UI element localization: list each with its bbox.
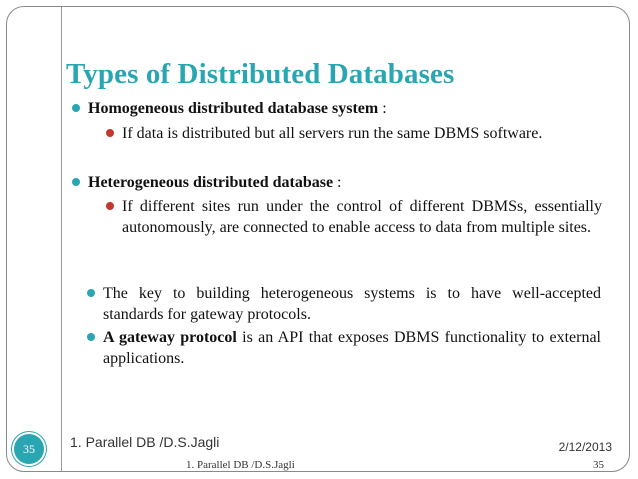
slide-title: Types of Distributed Databases [66, 58, 455, 90]
bullet-dot-icon [72, 178, 80, 186]
footer-center-label: 1. Parallel DB /D.S.Jagli [186, 459, 295, 471]
bullet-heterogeneous [88, 172, 608, 193]
bullet-dot-icon [87, 333, 95, 341]
sub-bullet-text: If data is distributed but all servers run the same DBMS software. [122, 125, 543, 142]
bullet-dot-icon [72, 104, 80, 112]
bullet-dot-icon [87, 289, 95, 297]
sub-bullet-homogeneous [122, 123, 602, 144]
left-divider-line [61, 7, 62, 471]
footer-page-number: 35 [593, 459, 604, 471]
bullet-heading-suffix: : [333, 174, 342, 191]
sub-bullet-dot-icon [106, 202, 114, 210]
bullet-heading-suffix: : [378, 100, 387, 117]
sub-bullet-text: If different sites run under the control of different DBMSs, essentially autonomously, are connected to enable access to data from multiple sites. [122, 198, 602, 236]
sub-bullet-dot-icon [106, 129, 114, 137]
note-text: is an API that exposes DBMS functionality to external applications. [103, 329, 601, 367]
bullet-heading: Homogeneous distributed database system [88, 100, 379, 117]
bullet-homogeneous [88, 98, 608, 119]
slide-number-badge: 35 [14, 434, 44, 464]
note-gateway-protocol [103, 327, 601, 369]
footer-date: 2/12/2013 [558, 440, 612, 454]
footer-course-label: 1. Parallel DB /D.S.Jagli [70, 434, 220, 450]
note-key-to-heterogeneous [103, 283, 601, 325]
note-text: The key to building heterogeneous systems is to have well-accepted standards for gateway protocols. [103, 285, 601, 323]
sub-bullet-heterogeneous [122, 196, 602, 238]
bullet-heading: Heterogeneous distributed database [88, 174, 334, 191]
note-bold: A gateway protocol [103, 329, 237, 346]
